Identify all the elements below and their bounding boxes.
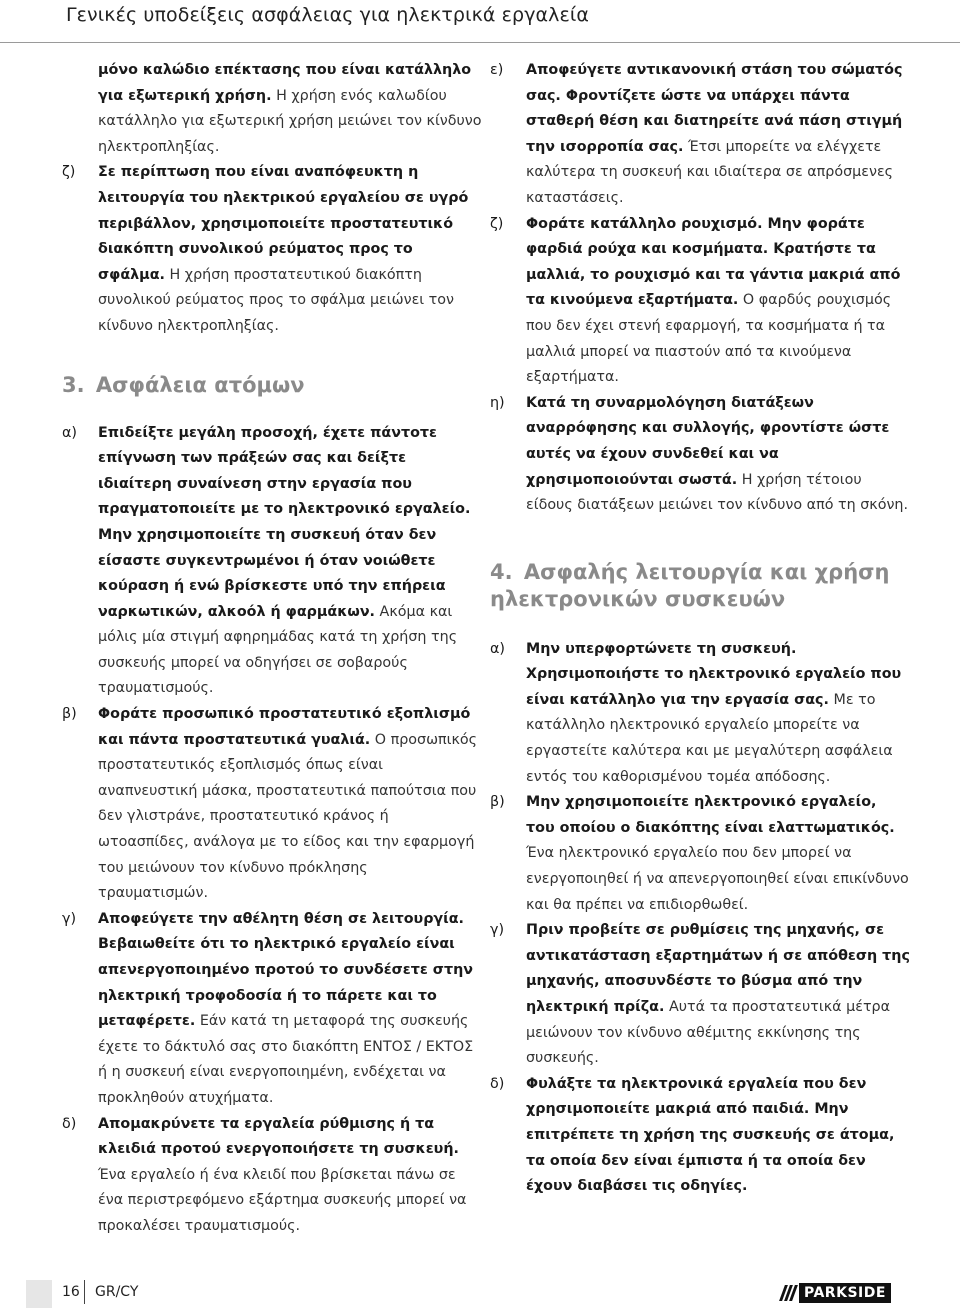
logo-stripes-icon (782, 1285, 795, 1301)
item-bold-text: Μην υπερφορτώνετε τη συσκευή. Χρησιμοποιήστε το ηλεκτρονικό εργαλείο που είναι κατάλληλο για την εργασία σας. (526, 640, 902, 708)
page-footer (0, 1274, 960, 1309)
page-tab-marker (26, 1280, 52, 1308)
item-normal-text: Ακόμα και μόλις μία στιγμή αφηρημάδας κατά τη χρήση της συσκευής μπορεί να οδηγήσει σε σοβαρούς τραυματισμούς. (98, 603, 458, 697)
item-normal-text: Ένα ηλεκτρονικό εργαλείο που δεν μπορεί να ενεργοποιηθεί ή να απενεργοποιηθεί είναι επικίνδυνο και θα πρέπει να επιδιορθωθεί. (526, 845, 909, 913)
item-bold-text: Αποφεύγετε αντικανονική στάση του σώματός σας. Φροντίζετε ώστε να υπάρχει πάντα σταθερή θέση και διατηρείτε ανά πάση στιγμή την ισορροπία σας. (526, 62, 903, 155)
list-item-z (490, 212, 910, 391)
language-code: GR/CY (95, 1284, 139, 1300)
item-normal-text: Η χρήση προστατευτικού διακόπτη συνολικού ρεύματος προς το σφάλμα μειώνει τον κίνδυνο ηλεκτροπληξίας. (98, 266, 455, 334)
page-header (0, 0, 960, 46)
item-normal-text: Ο προσωπικός προστατευτικός εξοπλισμός όπως είναι αναπνευστική μάσκα, προστατευτικά παπούτσια που δεν γλιστράνε, προστατευτικό κράνος ή ωτοασπίδες, ανάλογα με το είδος και την εφαρμογή του μειώνουν τον κίνδυνο πρόκλησης τραυματισμών. (98, 731, 478, 902)
right-column (490, 58, 910, 1200)
item-normal-text: Η χρήση τέτοιου είδους διατάξεων μειώνει τον κίνδυνο από τη σκόνη. (526, 471, 909, 514)
section-number: 4. (490, 559, 513, 584)
section-number: 3. (62, 372, 85, 397)
list-item-z (62, 160, 482, 339)
left-column (62, 58, 482, 1240)
list-item-a (490, 637, 910, 791)
item-marker: ζ) (62, 164, 76, 181)
item-normal-text: Αυτά τα προστατευτικά μέτρα μειώνουν τον κίνδυνο αθέμιτης εκκίνησης της συσκευής. (526, 999, 891, 1067)
continued-bold-text: μόνο καλώδιο επέκτασης που είναι κατάλληλο για εξωτερική χρήση. (98, 62, 472, 104)
item-bold-text: Απομακρύνετε τα εργαλεία ρύθμισης ή τα κλειδιά προτού ενεργοποιήσετε τη συσκευή. (98, 1115, 459, 1158)
item-marker: δ) (62, 1115, 77, 1132)
item-bold-text: Φυλάξτε τα ηλεκτρονικά εργαλεία που δεν χρησιμοποιείτε μακριά από παιδιά. Μην επιτρέπετε τη χρήση της συσκευής σε άτομα, τα οποία δεν είναι έμπιστα ή τα οποία δεν έχουν διαβάσει τις οδηγίες. (526, 1075, 895, 1195)
section-title-text: Ασφάλεια ατόμων (95, 372, 305, 397)
list-item-d (490, 1072, 910, 1200)
item-bold-text: Φοράτε κατάλληλο ρουχισμό. Μην φοράτε φαρδιά ρούχα και κοσμήματα. Κρατήστε τα μαλλιά, το ρουχισμό και τα γάντια μακριά από τα κινούμενα εξαρτήματα. (526, 215, 901, 309)
page-number: 16 (62, 1284, 80, 1300)
list-item-c (62, 907, 482, 1112)
list-item-a (62, 421, 482, 703)
header-divider (0, 42, 960, 43)
section-heading-3 (62, 372, 482, 399)
brand-name: PARKSIDE (799, 1283, 891, 1303)
list-item-b (62, 702, 482, 907)
continued-normal-text: Η χρήση ενός καλωδίου κατάλληλο για εξωτερική χρήση μειώνει τον κίνδυνο ηλεκτροπληξίας. (98, 87, 482, 155)
item-bold-text: Επιδείξτε μεγάλη προσοχή, έχετε πάντοτε επίγνωση των πράξεών σας και δείξτε ιδιαίτερη συναίνεση στην εργασία που πραγματοποιείτε με το ηλεκτρονικό εργαλείο. Μην χρησιμοποιείτε τη συσκευή όταν δεν είσαστε συγκεντρωμένοι ή όταν νοιώθετε κούραση ή ενώ βρίσκεστε υπό την επήρεια ναρκωτικών, αλκοόλ ή φαρμάκων. (98, 424, 471, 620)
item-marker: ε) (490, 62, 504, 78)
item-marker: α) (490, 640, 506, 657)
item-bold-text: Αποφεύγετε την αθέλητη θέση σε λειτουργία. Βεβαιωθείτε ότι το ηλεκτρικό εργαλείο είναι απενεργοποιημένο προτού το συνδέσετε στην ηλεκτρική τροφοδοσία ή το πάρετε και το μεταφέρετε. (98, 910, 473, 1030)
item-marker: α) (62, 424, 78, 441)
section-heading-4 (490, 559, 910, 613)
list-item-d (62, 1112, 482, 1240)
item-marker: δ) (490, 1075, 505, 1092)
page-title: Γενικές υποδείξεις ασφάλειας για ηλεκτρικά εργαλεία (66, 4, 590, 26)
item-marker: β) (62, 706, 77, 723)
item-marker: β) (490, 794, 505, 811)
list-item-h (490, 391, 910, 519)
list-item-c (490, 918, 910, 1072)
item-marker: η) (490, 394, 505, 411)
item-bold-text: Φοράτε προσωπικό προστατευτικό εξοπλισμό και πάντα προστατευτικά γυαλιά. (98, 706, 471, 748)
item-bold-text: Κατά τη συναρμολόγηση διατάξεων αναρρόφησης και συλλογής, φροντίστε ώστε αυτές να έχουν συνδεθεί και να χρησιμοποιούνται σωστά. (526, 394, 890, 488)
item-normal-text: Έτσι μπορείτε να ελέγχετε καλύτερα τη συσκευή και ιδιαίτερα σε απρόσμενες καταστάσεις. (526, 138, 894, 206)
list-item-e (490, 58, 910, 212)
list-item-b (490, 790, 910, 918)
item-bold-text: Πριν προβείτε σε ρυθμίσεις της μηχανής, σε αντικατάσταση εξαρτημάτων ή σε απόθεση της μηχανής, αποσυνδέστε το βύσμα από την ηλεκτρική πρίζα. (526, 922, 910, 1015)
footer-divider (84, 1280, 85, 1304)
item-normal-text: Εάν κατά τη μεταφορά της συσκευής έχετε το δάκτυλό σας στο διακόπτη ΕΝΤΟΣ / ΕΚΤΟΣ ή η συσκευή είναι ενεργοποιημένη, ενδέχεται να προκληθούν ατυχήματα. (98, 1013, 474, 1106)
item-marker: ζ) (490, 215, 504, 232)
item-normal-text: Ο φαρδύς ρουχισμός που δεν έχει στενή εφαρμογή, τα κοσμήματα ή τα μαλλιά μπορεί να πιαστούν από τα κινούμενα εξαρτήματα. (526, 292, 892, 386)
continued-paragraph (62, 58, 482, 160)
item-marker: γ) (490, 922, 505, 939)
section-title-text: Ασφαλής λειτουργία και χρήση ηλεκτρονικών συσκευών (490, 559, 890, 611)
item-normal-text: Με το κατάλληλο ηλεκτρονικό εργαλείο μπορείτε να εργαστείτε καλύτερα και με μεγαλύτερη ασφάλεια εντός του καθορισμένου τομέα απόδοσης. (526, 691, 893, 785)
item-marker: γ) (62, 910, 77, 927)
item-bold-text: Μην χρησιμοποιείτε ηλεκτρονικό εργαλείο, του οποίου ο διακόπτης είναι ελαττωματικός. (526, 794, 895, 836)
item-bold-text: Σε περίπτωση που είναι αναπόφευκτη η λειτουργία του ηλεκτρικού εργαλείου σε υγρό περιβάλλον, χρησιμοποιείτε προστατευτικό διακόπτη συνολικού ρεύματος προς το σφάλμα. (98, 164, 469, 283)
parkside-logo (782, 1282, 898, 1304)
item-normal-text: Ένα εργαλείο ή ένα κλειδί που βρίσκεται πάνω σε ένα περιστρεφόμενο εξάρτημα συσκευής μπορεί να προκαλέσει τραυματισμούς. (98, 1166, 467, 1234)
